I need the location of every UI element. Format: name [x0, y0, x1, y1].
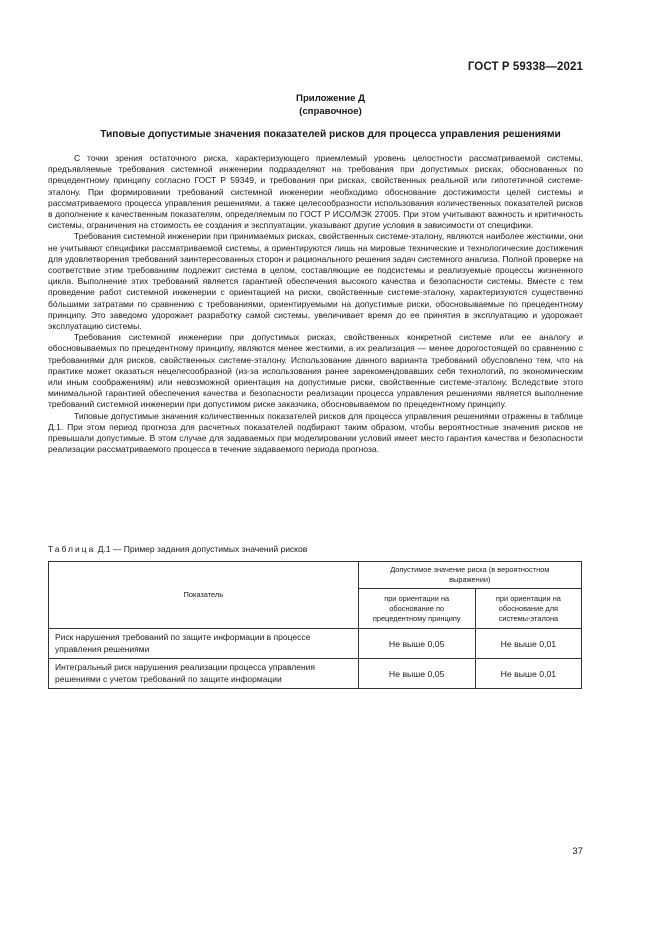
appendix-title: Типовые допустимые значения показателей рисков для процесса управления решениями — [100, 129, 561, 140]
table-caption-text: Д.1 — Пример задания допустимых значений рисков — [95, 544, 308, 554]
table-row — [49, 659, 582, 689]
paragraph: Требования системной инженерии при принимаемых рисках, свойственных системе-эталону, являются наиболее жесткими, они не учитывают специфики рассматриваемой системы, а ориентируются лишь на мировые технические и технологические достижения для удовлетворения требований заинтересованных сторон и рационального решения задач системного анализа. Полной проверке на соответствие этим требованиям подлежит система в целом, составляющие ее подсистемы и реализуемые процессы жизненного цикла. Выполнение этих требований является гарантией обеспечения высокого качества и безопасности системы. Вместе с тем проведение работ системной инженерии с ориентацией на риски, свойственные системе-эталону, характеризуются существенно бо́льшими затратами по сравнению с требованиями, ориентируемыми на допустимые риски, обосновываемые по прецедентному принципу. Это заведомо удорожает разработку самой системы, увеличивает время до ее принятия в эксплуатацию и удорожает эксплуатацию системы. — [48, 231, 583, 332]
standard-number: ГОСТ Р 59338—2021 — [467, 61, 583, 73]
paragraph: С точки зрения остаточного риска, характеризующего приемлемый уровень целостности рассматриваемой системы, предъявляемые требования системной инженерии подразделяют на требования при допустимых рисках, обоснованных по прецедентному принципу согласно ГОСТ Р 59349, и требования при рисках, свойственных реальной или гипотетичной системе-эталону. При формировании требований системной инженерии необходимо обоснование достижимости целей системы и рассматриваемого процесса управления решениями, а также целесообразности использования количественных показателей рисков в дополнение к качественным показателям, определяемым по ГОСТ Р ИСО/МЭК 27005. При этом учитывают важность и критичность системы, ограничения на стоимость ее создания и эксплуатации, указывают другие условия в зависимости от специфики. — [48, 153, 583, 231]
appendix-type: (справочное) — [299, 106, 362, 117]
header-reference-system: при ориентации на обоснование для системы-эталона — [475, 589, 581, 629]
page-number: 37 — [572, 846, 583, 857]
appendix-label: Приложение Д — [296, 93, 365, 104]
header-precedent: при ориентации на обоснование по прецедентному принципу — [358, 589, 475, 629]
value-reference-cell: Не выше 0,01 — [475, 629, 581, 659]
table-row — [49, 629, 582, 659]
value-reference-cell: Не выше 0,01 — [475, 659, 581, 689]
risk-values-table — [48, 561, 582, 689]
paragraph: Типовые допустимые значения количественных показателей рисков для процесса управления решениями отражены в таблице Д.1. При этом период прогноза для расчетных показателей подбирают таким образом, чтобы вероятностные значения рисков не превышали допустимые. В этом случае для задаваемых при моделировании условий имеет место гарантия качества и безопасности реализации рассматриваемого процесса в течение задаваемого периода прогноза. — [48, 410, 583, 455]
paragraph: Требования системной инженерии при допустимых рисках, свойственных конкретной системе или ее аналогу и обосновываемых по прецедентному принципу, являются менее жесткими, а их реализация — менее дорогостоящей по сравнению с требованиями для рисков, свойственных системе-эталону. Использование данного варианта требований обусловлено тем, что на практике может оказаться нецелесообразной (из-за использования ранее зарекомендовавших себя технологий, по экономическим или иным соображениям) или невозможной ориентация на допустимые риски, свойственные системе-эталону. Вследствие этого минимальной гарантией обеспечения качества и безопасности реализации процесса управления решениями является выполнение требований системной инженерии при допустимом риске заказчика, обосновываемом по прецедентному принципу. — [48, 332, 583, 410]
indicator-cell: Риск нарушения требований по защите информации в процессе управления решениями — [49, 629, 359, 659]
body-text — [48, 153, 583, 455]
value-precedent-cell: Не выше 0,05 — [358, 659, 475, 689]
value-precedent-cell: Не выше 0,05 — [358, 629, 475, 659]
table-caption-word: Таблица — [48, 544, 96, 554]
table-caption — [48, 544, 307, 554]
header-indicator: Показатель — [49, 562, 359, 629]
header-allowed-value: Допустимое значение риска (в вероятностном выражении) — [358, 562, 581, 589]
appendix-heading — [0, 92, 661, 118]
indicator-cell: Интегральный риск нарушения реализации процесса управления решениями с учетом требований по защите информации — [49, 659, 359, 689]
